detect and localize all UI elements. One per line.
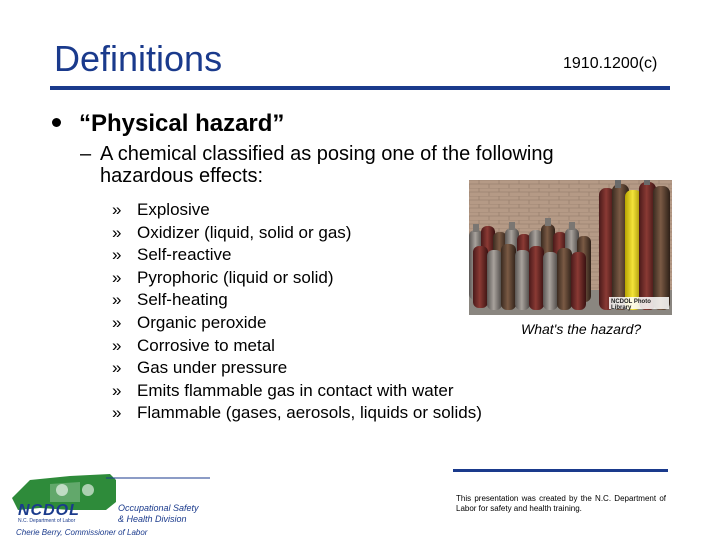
list-item [112, 267, 482, 290]
slide-title: Definitions [54, 38, 223, 79]
photo-watermark: NCDOL Photo Library [611, 299, 651, 311]
list-marker: » [112, 380, 122, 400]
logo-division-line1: Occupational Safety [118, 503, 199, 513]
list-item [112, 380, 482, 403]
list-marker: » [112, 267, 122, 287]
list-marker: » [112, 222, 122, 242]
list-item [112, 335, 482, 358]
main-bullet [52, 110, 284, 138]
logo-agency: NCDOL [18, 502, 80, 519]
list-item [112, 244, 482, 267]
footer-note: This presentation was created by the N.C. Department of Labor for safety and health training. [456, 494, 666, 513]
list-item-text: Oxidizer (liquid, solid or gas) [137, 222, 352, 242]
logo-commissioner: Cherie Berry, Commissioner of Labor [16, 528, 148, 537]
list-item-text: Self-reactive [137, 245, 232, 265]
list-item-text: Pyrophoric (liquid or solid) [137, 267, 334, 287]
list-item-text: Explosive [137, 200, 210, 219]
list-marker: » [112, 290, 122, 310]
list-marker: » [112, 358, 122, 378]
logo-division-line2: & Health Division [118, 514, 187, 524]
list-item-text: Flammable (gases, aerosols, liquids or solids) [137, 403, 482, 423]
title-underline [50, 86, 670, 90]
list-item [112, 199, 482, 222]
list-item [112, 357, 482, 380]
list-marker: » [112, 335, 122, 355]
list-marker: » [112, 200, 122, 219]
list-item [112, 289, 482, 312]
list-item [112, 402, 482, 425]
regulation-citation: 1910.1200(c) [563, 55, 658, 72]
dash-marker: – [80, 143, 92, 165]
hazard-list [112, 199, 482, 425]
sub-bullet-text: A chemical classified as posing one of the following hazardous effects: [100, 143, 554, 187]
logo-agency-sub: N.C. Department of Labor [18, 518, 76, 524]
list-item [112, 222, 482, 245]
list-item-text: Self-heating [137, 290, 228, 310]
list-item-text: Gas under pressure [137, 358, 288, 378]
footer-rule [453, 469, 668, 472]
list-marker: » [112, 312, 122, 332]
photo-caption: What's the hazard? [521, 321, 642, 337]
main-bullet-text: “Physical hazard” [79, 110, 285, 137]
list-item-text: Corrosive to metal [137, 335, 275, 355]
list-item-text: Organic peroxide [137, 312, 267, 332]
list-item [112, 312, 482, 335]
gas-cylinders-photo [469, 180, 672, 315]
list-marker: » [112, 245, 122, 265]
list-marker: » [112, 403, 122, 423]
bullet-dot-icon [52, 118, 61, 127]
list-item-text: Emits flammable gas in contact with water [137, 380, 454, 400]
